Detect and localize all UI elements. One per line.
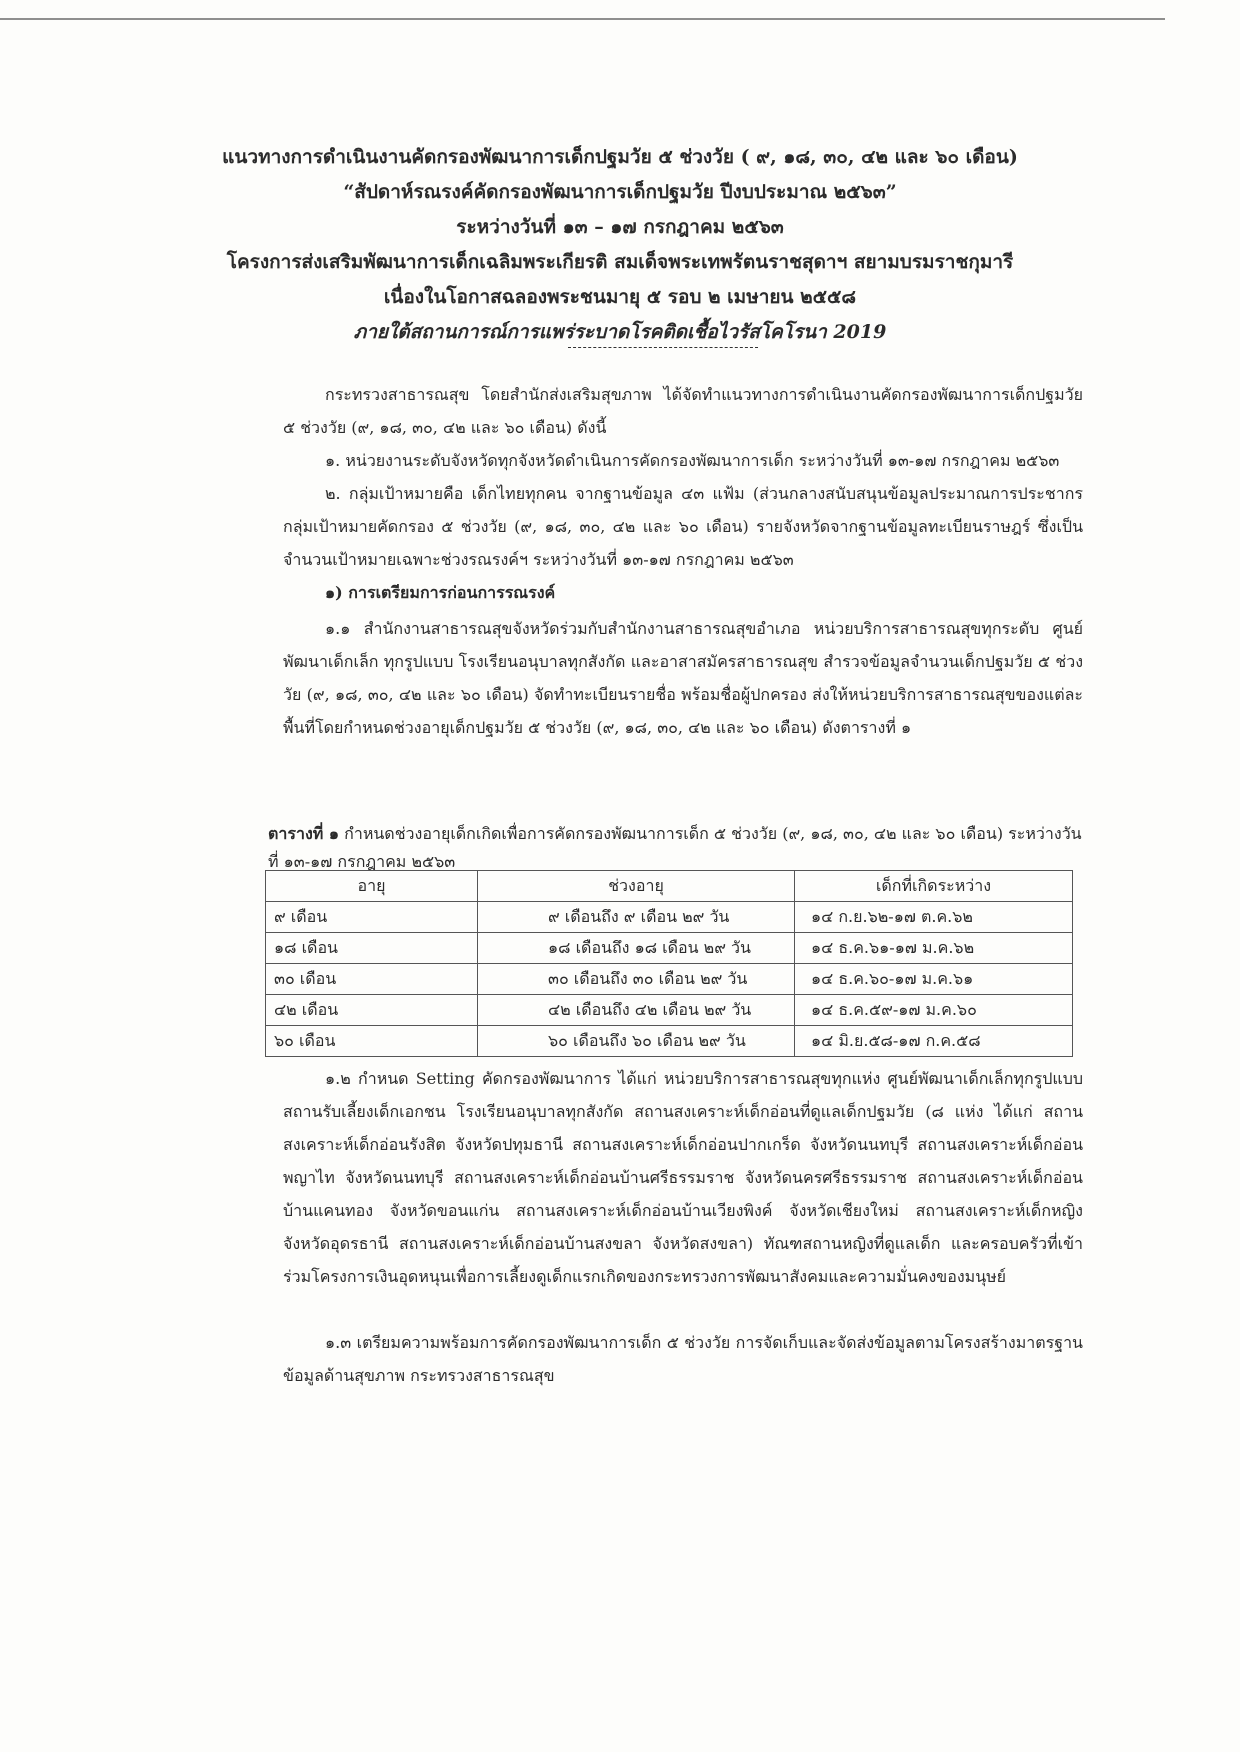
table-header-age: อายุ [266, 871, 478, 902]
cell-age-range: ๙ เดือนถึง ๙ เดือน ๒๙ วัน [478, 902, 795, 933]
table-row [266, 933, 1073, 964]
table-caption-label: ตารางที่ ๑ [268, 824, 340, 843]
heading-line-6: ภายใต้สถานการณ์การแพร่ระบาดโรคติดเชื้อไวรัสโคโรนา 2019 [353, 321, 887, 343]
cell-born-between: ๑๔ ธ.ค.๖๐-๑๗ ม.ค.๖๑ [795, 964, 1073, 995]
item-1-paragraph: ๑. หน่วยงานระดับจังหวัดทุกจังหวัดดำเนินการคัดกรองพัฒนาการเด็ก ระหว่างวันที่ ๑๓-๑๗ กรกฎาคม ๒๕๖๓ [325, 451, 1060, 470]
table-row [266, 1026, 1073, 1057]
table-row [266, 902, 1073, 933]
age-range-table [265, 870, 1073, 1057]
heading-line-1: แนวทางการดำเนินงานคัดกรองพัฒนาการเด็กปฐมวัย ๕ ช่วงวัย ( ๙, ๑๘, ๓๐, ๔๒ และ ๖๐ เดือน) [222, 146, 1018, 168]
table-caption [268, 820, 1088, 876]
cell-age-range: ๔๒ เดือนถึง ๔๒ เดือน ๒๙ วัน [478, 995, 795, 1026]
cell-age-range: ๖๐ เดือนถึง ๖๐ เดือน ๒๙ วัน [478, 1026, 795, 1057]
cell-age: ๓๐ เดือน [266, 964, 478, 995]
item-2-paragraph: ๒. กลุ่มเป้าหมายคือ เด็กไทยทุกคน จากฐานข้อมูล ๔๓ แฟ้ม (ส่วนกลางสนับสนุนข้อมูลประมาณการประชากรกลุ่มเป้าหมายคัดกรอง ๕ ช่วงวัย (๙, ๑๘, ๓๐, ๔๒ และ ๖๐ เดือน) รายจังหวัดจากฐานข้อมูลทะเบียนราษฎร์ ซึ่งเป็นจำนวนเป้าหมายเฉพาะช่วงรณรงค์ฯ ระหว่างวันที่ ๑๓-๑๗ กรกฎาคม ๒๕๖๓ [283, 484, 1084, 569]
heading-divider [568, 347, 758, 348]
table-row [266, 995, 1073, 1026]
cell-age: ๑๘ เดือน [266, 933, 478, 964]
cell-age: ๖๐ เดือน [266, 1026, 478, 1057]
heading-line-2: “สัปดาห์รณรงค์คัดกรองพัฒนาการเด็กปฐมวัย ปีงบประมาณ ๒๕๖๓” [343, 181, 897, 203]
table-header-born-between: เด็กที่เกิดระหว่าง [795, 871, 1073, 902]
cell-born-between: ๑๔ ก.ย.๖๒-๑๗ ต.ค.๖๒ [795, 902, 1073, 933]
scan-edge-line [0, 18, 1165, 20]
cell-age-range: ๑๘ เดือนถึง ๑๘ เดือน ๒๙ วัน [478, 933, 795, 964]
item-1-1-paragraph: ๑.๑ สำนักงานสาธารณสุขจังหวัดร่วมกับสำนักงานสาธารณสุขอำเภอ หน่วยบริการสาธารณสุขทุกระดับ ศูนย์พัฒนาเด็กเล็ก ทุกรูปแบบ โรงเรียนอนุบาลทุกสังกัด และอาสาสมัครสาธารณสุข สำรวจข้อมูลจำนวนเด็กปฐมวัย ๕ ช่วงวัย (๙, ๑๘, ๓๐, ๔๒ และ ๖๐ เดือน) จัดทำทะเบียนรายชื่อ พร้อมชื่อผู้ปกครอง ส่งให้หน่วยบริการสาธารณสุขของแต่ละพื้นที่โดยกำหนดช่วงอายุเด็กปฐมวัย ๕ ช่วงวัย (๙, ๑๘, ๓๐, ๔๒ และ ๖๐ เดือน) ดังตารางที่ ๑ [283, 619, 1083, 737]
heading-line-3: ระหว่างวันที่ ๑๓ – ๑๗ กรกฎาคม ๒๕๖๓ [456, 216, 784, 238]
cell-age: ๙ เดือน [266, 902, 478, 933]
item-1-2-paragraph: ๑.๒ กำหนด Setting คัดกรองพัฒนาการ ได้แก่ หน่วยบริการสาธารณสุขทุกแห่ง ศูนย์พัฒนาเด็กเล็กทุกรูปแบบ สถานรับเลี้ยงเด็กเอกชน โรงเรียนอนุบาลทุกสังกัด สถานสงเคราะห์เด็กอ่อนที่ดูแลเด็กปฐมวัย (๘ แห่ง ได้แก่ สถานสงเคราะห์เด็กอ่อนรังสิต จังหวัดปทุมธานี สถานสงเคราะห์เด็กอ่อนปากเกร็ด จังหวัดนนทบุรี สถานสงเคราะห์เด็กอ่อนพญาไท จังหวัดนนทบุรี สถานสงเคราะห์เด็กอ่อนบ้านศรีธรรมราช จังหวัดนครศรีธรรมราช สถานสงเคราะห์เด็กอ่อนบ้านแคนทอง จังหวัดขอนแก่น สถานสงเคราะห์เด็กอ่อนบ้านเวียงพิงค์ จังหวัดเชียงใหม่ สถานสงเคราะห์เด็กหญิง จังหวัดอุดรธานี สถานสงเคราะห์เด็กอ่อนบ้านสงขลา จังหวัดสงขลา) ทัณฑสถานหญิงที่ดูแลเด็ก และครอบครัวที่เข้าร่วมโครงการเงินอุดหนุนเพื่อการเลี้ยงดูเด็กแรกเกิดของกระทรวงการพัฒนาสังคมและความมั่นคงของมนุษย์ [283, 1069, 1083, 1286]
table-row [266, 964, 1073, 995]
document-heading [0, 140, 1240, 350]
heading-line-5: เนื่องในโอกาสฉลองพระชนมายุ ๕ รอบ ๒ เมษายน ๒๕๕๘ [383, 286, 857, 308]
cell-born-between: ๑๔ มิ.ย.๕๘-๑๗ ก.ค.๕๘ [795, 1026, 1073, 1057]
table-caption-text: กำหนดช่วงอายุเด็กเกิดเพื่อการคัดกรองพัฒนาการเด็ก ๕ ช่วงวัย (๙, ๑๘, ๓๐, ๔๒ และ ๖๐ เดือน) ระหว่างวันที่ ๑๓-๑๗ กรกฎาคม ๒๕๖๓ [268, 824, 1082, 871]
cell-born-between: ๑๔ ธ.ค.๖๑-๑๗ ม.ค.๖๒ [795, 933, 1073, 964]
cell-age-range: ๓๐ เดือนถึง ๓๐ เดือน ๒๙ วัน [478, 964, 795, 995]
item-1-3-paragraph: ๑.๓ เตรียมความพร้อมการคัดกรองพัฒนาการเด็ก ๕ ช่วงวัย การจัดเก็บและจัดส่งข้อมูลตามโครงสร้างมาตรฐานข้อมูลด้านสุขภาพ กระทรวงสาธารณสุข [283, 1333, 1083, 1385]
table-header-age-range: ช่วงอายุ [478, 871, 795, 902]
cell-born-between: ๑๔ ธ.ค.๕๙-๑๗ ม.ค.๖๐ [795, 995, 1073, 1026]
table-header-row [266, 871, 1073, 902]
cell-age: ๔๒ เดือน [266, 995, 478, 1026]
intro-paragraph: กระทรวงสาธารณสุข โดยสำนักส่งเสริมสุขภาพ ได้จัดทำแนวทางการดำเนินงานคัดกรองพัฒนาการเด็กปฐมวัย ๕ ช่วงวัย (๙, ๑๘, ๓๐, ๔๒ และ ๖๐ เดือน) ดังนี้ [283, 385, 1083, 437]
section-1-heading: ๑) การเตรียมการก่อนการรณรงค์ [325, 583, 556, 602]
heading-line-4: โครงการส่งเสริมพัฒนาการเด็กเฉลิมพระเกียรติ สมเด็จพระเทพรัตนราชสุดาฯ สยามบรมราชกุมารี [226, 251, 1014, 273]
